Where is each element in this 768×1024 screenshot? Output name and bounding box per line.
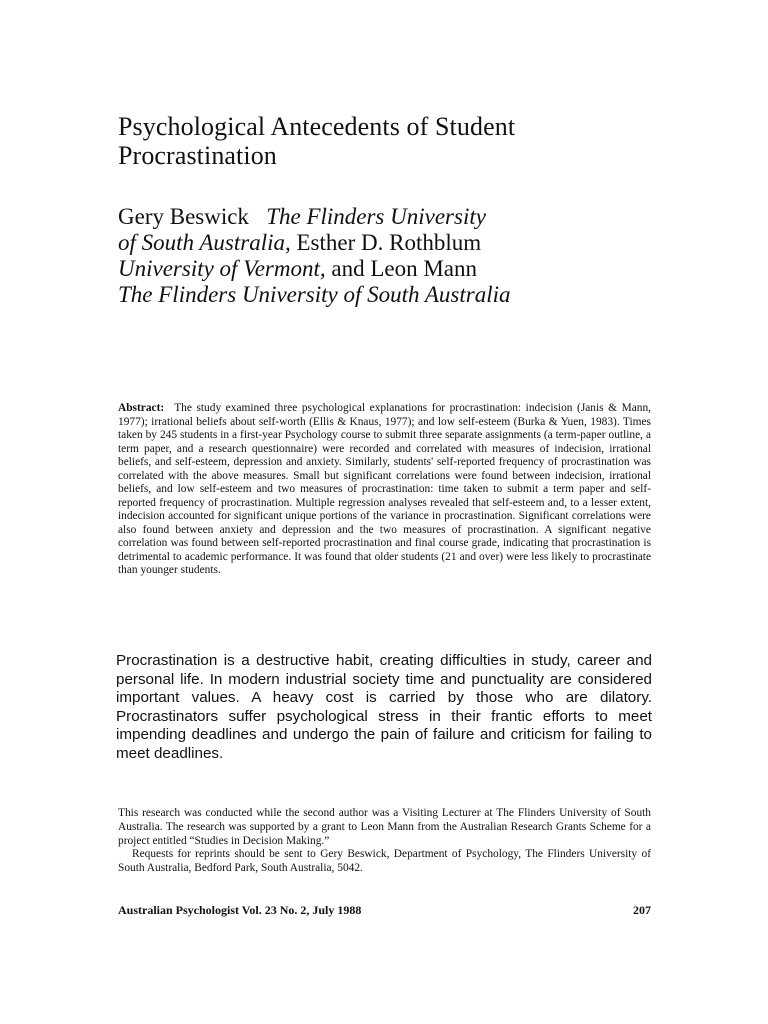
author-line-1 xyxy=(118,204,718,230)
author-line-4 xyxy=(118,282,718,308)
author-line-3 xyxy=(118,256,718,282)
page-number: 207 xyxy=(633,903,651,917)
author-block xyxy=(118,204,718,308)
author-name-beswick: Gery Beswick xyxy=(118,204,249,229)
author-name-mann: and Leon Mann xyxy=(331,256,477,281)
journal-citation: Australian Psychologist Vol. 23 No. 2, July 1988 xyxy=(118,903,362,917)
intro-paragraph: Procrastination is a destructive habit, creating difficulties in study, career and personal life. In modern industrial society time and punctuality are considered important values. A heavy cost is carried by those who are dilatory. Procrastinators suffer psychological stress in their frantic efforts to meet impending deadlines and undergo the pain of failure and criticism for failing to meet deadlines. xyxy=(116,652,652,762)
author-line-2 xyxy=(118,230,718,256)
abstract-label: Abstract: xyxy=(118,402,165,414)
article-title xyxy=(118,112,678,170)
affiliation-vermont: University of Vermont, xyxy=(118,256,326,281)
abstract xyxy=(118,402,651,578)
affiliation-flinders-1: The Flinders University xyxy=(266,204,486,229)
abstract-text: The study examined three psychological explanations for procrastination: indecision (Janis & Mann, 1977); irrational beliefs about self-worth (Ellis & Knaus, 1977); and low self-esteem (Burka & Yuen, 1983). Times taken by 245 students in a first-year Psychology course to submit three separate assignments (a term-paper outline, a term paper, and a research questionnaire) were recorded and correlated with measures of indecision, irrational beliefs, and self-esteem, depression and anxiety. Similarly, students' self-reported frequency of procrastination was correlated with the above measures. Small but significant correlations were found between indecision, irrational beliefs, and low self-esteem and two measures of procrastination: time taken to submit a term paper and self-reported frequency of procrastination. Multiple regression analyses revealed that self-esteem and, to a lesser extent, indecision accounted for significant unique portions of the variance in procrastination. Significant correlations were also found between anxiety and depression and the two measures of procrastination. A significant negative correlation was found between self-reported procrastination and final course grade, indicating that procrastination is detrimental to academic performance. It was found that older students (21 and over) were less likely to procrastinate than younger students. xyxy=(118,402,651,576)
footnote-funding: This research was conducted while the second author was a Visiting Lecturer at The Flinders University of South Australia. The research was supported by a grant to Leon Mann from the Australian Research Grants Scheme for a project entitled “Studies in Decision Making.” xyxy=(118,807,651,847)
affiliation-flinders-2: The Flinders University of South Australia xyxy=(118,282,511,307)
footnote-reprints: Requests for reprints should be sent to Gery Beswick, Department of Psychology, The Flinders University of South Australia, Bedford Park, South Australia, 5042. xyxy=(118,848,651,875)
acknowledgement-footnote xyxy=(118,807,651,876)
title-line-2: Procrastination xyxy=(118,141,277,170)
author-name-rothblum: Esther D. Rothblum xyxy=(296,230,482,255)
affiliation-flinders-1-cont: of South Australia, xyxy=(118,230,291,255)
title-line-1: Psychological Antecedents of Student xyxy=(118,112,516,141)
